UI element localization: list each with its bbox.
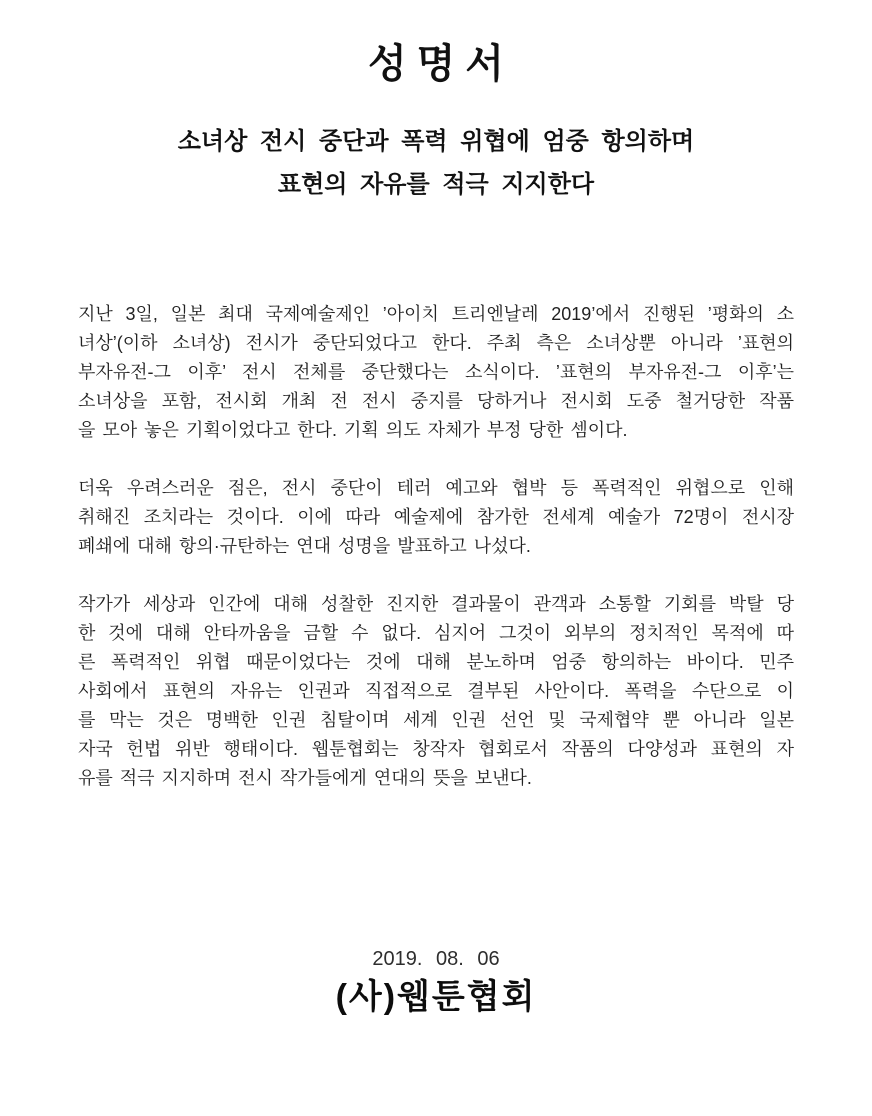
body-text-line: 폐쇄에 대해 항의·규탄하는 연대 성명을 발표하고 나섰다. [78, 536, 531, 556]
document-body [78, 300, 794, 793]
body-paragraph-2 [78, 474, 794, 561]
body-text-line: 른 폭력적인 위협 때문이었다는 것에 대해 분노하며 엄중 항의하는 바이다. 민주 [78, 652, 794, 672]
body-text-line: 를 막는 것은 명백한 인권 침탈이며 세계 인권 선언 및 국제협약 뿐 아니라 일본 [78, 710, 794, 730]
body-text-line: 지난 3일, 일본 최대 국제예술제인 ’아이치 트리엔날레 2019’에서 진행된 ’평화의 소 [78, 304, 794, 324]
body-text-line: 자국 헌법 위반 행태이다. 웹툰협회는 창작자 협회로서 작품의 다양성과 표현의 자 [78, 739, 794, 759]
body-text-line: 취해진 조치라는 것이다. 이에 따라 예술제에 참가한 전세계 예술가 72명이 전시장 [78, 507, 794, 527]
body-text-line: 작가가 세상과 인간에 대해 성찰한 진지한 결과물이 관객과 소통할 기회를 박탈 당 [78, 594, 794, 614]
body-text-line: 유를 적극 지지하며 전시 작가들에게 연대의 뜻을 보낸다. [78, 768, 532, 788]
subtitle-line-1: 소녀상 전시 중단과 폭력 위협에 엄중 항의하며 [177, 128, 695, 155]
signature-org-name: (사)웹툰협회 [335, 978, 537, 1016]
document-title: 성명서 [368, 42, 514, 86]
document-date: 2019. 08. 06 [372, 948, 500, 970]
document-subtitle [78, 120, 794, 206]
body-text-line: 녀상’(이하 소녀상) 전시가 중단되었다고 한다. 주최 측은 소녀상뿐 아니라 ’표현의 [78, 333, 794, 353]
body-text-line: 을 모아 놓은 기획이었다고 한다. 기획 의도 자체가 부정 당한 셈이다. [78, 420, 628, 440]
body-text-line: 소녀상을 포함, 전시회 개최 전 전시 중지를 당하거나 전시회 도중 철거당한 작품 [78, 391, 794, 411]
body-text-line: 사회에서 표현의 자유는 인권과 직접적으로 결부된 사안이다. 폭력을 수단으로 이 [78, 681, 794, 701]
subtitle-line-2: 표현의 자유를 적극 지지한다 [277, 171, 595, 198]
body-text-line: 한 것에 대해 안타까움을 금할 수 없다. 심지어 그것이 외부의 정치적인 목적에 따 [78, 623, 794, 643]
body-text-line: 부자유전-그 이후’ 전시 전체를 중단했다는 소식이다. ’표현의 부자유전-그 이후’는 [78, 362, 794, 382]
body-paragraph-3 [78, 590, 794, 793]
body-text-line: 더욱 우려스러운 점은, 전시 중단이 테러 예고와 협박 등 폭력적인 위협으로 인해 [78, 478, 794, 498]
body-paragraph-1 [78, 300, 794, 445]
